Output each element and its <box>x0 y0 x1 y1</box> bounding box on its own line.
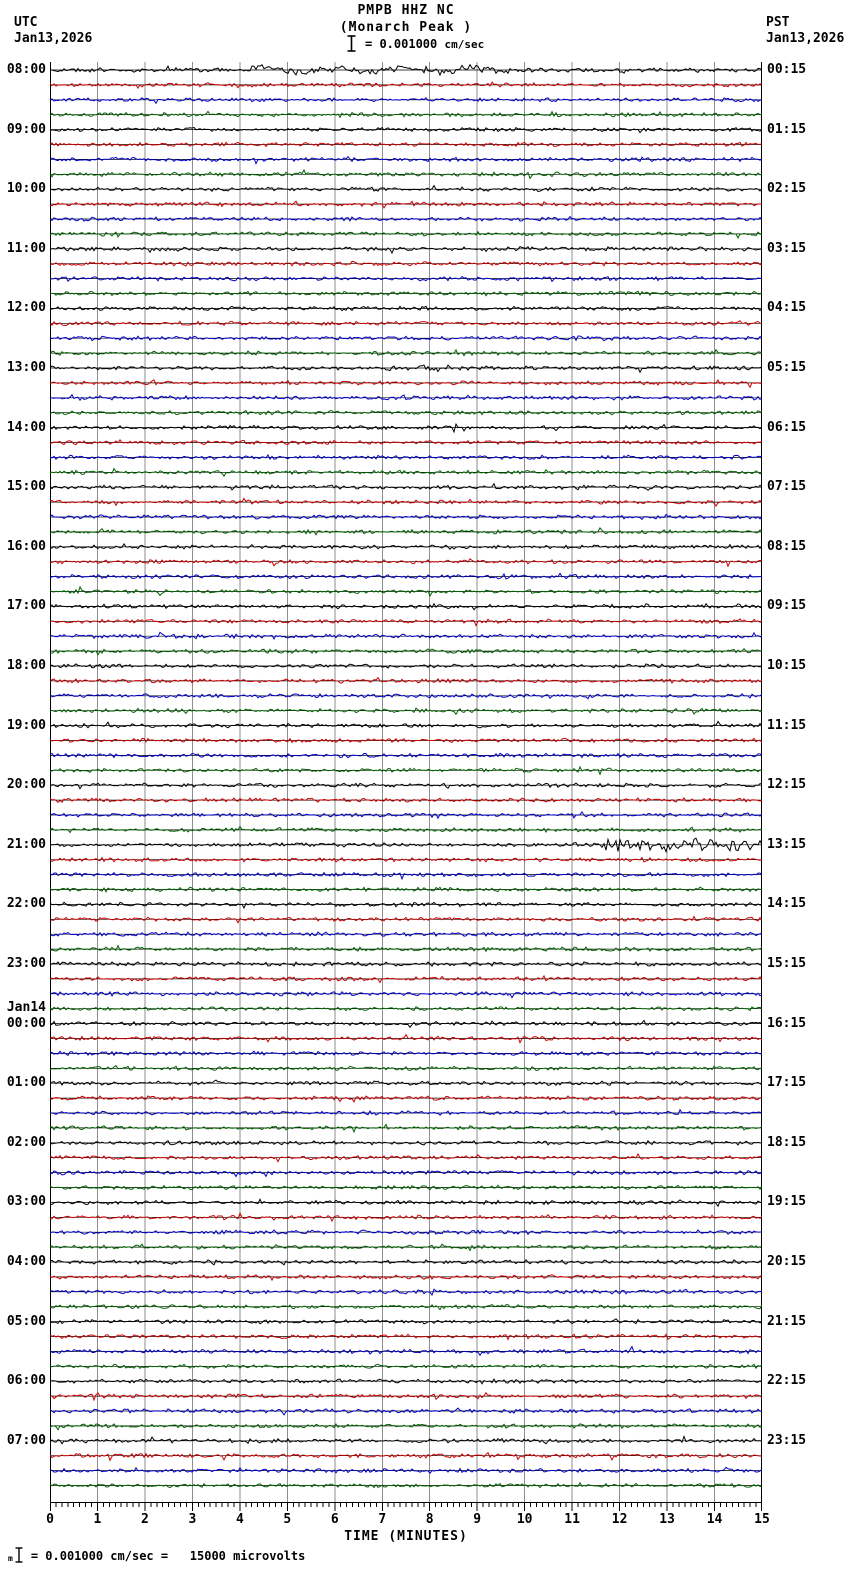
seismogram-trace <box>50 232 762 238</box>
seismogram-trace <box>50 98 762 104</box>
seismogram-trace <box>50 1110 762 1115</box>
utc-hour-label: 05:00 <box>6 1313 46 1329</box>
pst-hour-label: 08:15 <box>767 538 807 554</box>
pst-hour-label: 05:15 <box>767 360 807 375</box>
pst-hour-label: 15:15 <box>767 956 807 971</box>
x-tick-label: 0 <box>46 1512 54 1527</box>
pst-hour-label: 11:15 <box>767 717 807 733</box>
pst-hour-label: 21:15 <box>767 1313 807 1329</box>
utc-hour-label: 03:00 <box>6 1194 46 1210</box>
seismogram-trace <box>50 469 762 477</box>
utc-timezone-label: UTC <box>14 15 38 30</box>
seismogram-trace <box>50 826 762 832</box>
utc-hour-label: 17:00 <box>6 598 46 614</box>
scale-unit: cm/sec <box>444 37 485 51</box>
pst-hour-label: 20:15 <box>767 1254 807 1269</box>
x-tick-label: 4 <box>235 1512 244 1527</box>
seismogram-trace <box>50 247 762 253</box>
pst-hour-label: 22:15 <box>767 1373 807 1389</box>
seismogram-trace <box>50 1080 762 1085</box>
pst-hour-label: 16:15 <box>767 1015 807 1031</box>
utc-hour-label: 01:00 <box>6 1075 46 1091</box>
utc-hour-label: 02:00 <box>6 1134 46 1150</box>
pst-hour-label: 06:15 <box>767 419 807 435</box>
utc-hour-label: 21:00 <box>6 836 46 852</box>
seismogram-trace <box>50 678 762 683</box>
utc-hour-label: 22:00 <box>6 896 46 912</box>
pst-hour-label: 00:15 <box>767 62 807 77</box>
seismogram-trace <box>50 201 762 208</box>
seismogram-trace <box>50 708 762 714</box>
footnote-mark: m <box>8 1554 13 1563</box>
seismogram-trace <box>50 1347 762 1356</box>
seismogram-trace <box>50 1334 762 1339</box>
x-tick-label: 13 <box>659 1512 675 1527</box>
utc-hour-label: 20:00 <box>6 777 46 793</box>
footer-ibeam-icon <box>15 1547 23 1563</box>
seismogram-trace <box>50 380 762 387</box>
x-tick-label: 15 <box>754 1512 770 1527</box>
seismogram-trace <box>50 528 762 535</box>
x-tick-label: 5 <box>283 1512 292 1527</box>
pst-hour-label: 14:15 <box>767 896 807 912</box>
utc-date-label: Jan13,2026 <box>14 31 93 46</box>
pst-hour-label: 02:15 <box>767 181 807 197</box>
seismogram-trace <box>50 1051 762 1055</box>
seismogram-trace <box>50 127 762 132</box>
seismogram-trace <box>50 186 762 192</box>
pst-hour-label: 23:15 <box>767 1432 807 1448</box>
amplitude-scale-row <box>347 35 484 52</box>
sensitivity-footnote <box>8 1547 305 1563</box>
x-tick-label: 7 <box>378 1512 387 1527</box>
seismogram-trace <box>50 783 762 789</box>
utc-hour-label: 11:00 <box>6 240 46 256</box>
scale-value: = 0.001000 cm/sec <box>365 36 485 51</box>
pst-hour-label: 10:15 <box>767 658 807 673</box>
pst-hour-label: 07:15 <box>767 479 807 495</box>
seismogram-trace <box>50 721 762 727</box>
seismogram-trace <box>50 694 762 699</box>
seismogram-trace <box>50 1007 762 1011</box>
seismogram-trace <box>50 1305 762 1310</box>
pst-hour-label: 03:15 <box>767 240 807 256</box>
seismogram-trace <box>50 111 762 117</box>
station-title: PMPB HHZ NC <box>357 3 455 18</box>
seismogram-trace <box>50 1436 762 1443</box>
seismogram-trace <box>50 992 762 998</box>
x-tick-label: 6 <box>330 1512 339 1527</box>
station-subtitle: (Monarch Peak ) <box>339 20 473 35</box>
footnote-text: = 0.001000 cm/sec = 15000 microvolts <box>30 1549 306 1563</box>
scale-ibeam-icon <box>347 35 356 52</box>
utc-hour-label: 15:00 <box>6 479 46 495</box>
pst-hour-label: 18:15 <box>767 1134 807 1150</box>
pst-hour-label: 04:15 <box>767 300 807 316</box>
utc-hour-label: 18:00 <box>6 658 46 673</box>
x-tick-label: 11 <box>564 1512 580 1527</box>
seismogram-trace <box>50 619 762 626</box>
x-tick-label: 2 <box>141 1512 149 1527</box>
seismogram-trace <box>50 632 762 639</box>
seismogram-trace <box>50 1199 762 1206</box>
seismogram-trace <box>50 1424 762 1430</box>
seismogram-trace <box>50 424 762 432</box>
x-tick-label: 12 <box>611 1512 628 1527</box>
seismogram-trace <box>50 1453 762 1461</box>
pst-timezone-label: PST <box>766 15 790 30</box>
pst-date-label: Jan13,2026 <box>766 31 845 46</box>
seismogram-trace <box>50 217 762 222</box>
utc-hour-label: 09:00 <box>6 121 46 137</box>
pst-hour-label: 13:15 <box>767 836 807 852</box>
pst-hour-label: 17:15 <box>767 1075 807 1091</box>
utc-rollover-date-label: Jan14 <box>6 1000 46 1016</box>
utc-hour-label: 04:00 <box>6 1254 46 1269</box>
seismogram-trace <box>50 157 762 164</box>
seismogram-trace <box>50 1096 762 1102</box>
x-tick-label: 3 <box>188 1512 197 1527</box>
seismogram-trace <box>50 365 762 372</box>
title-block <box>50 3 762 35</box>
seismogram-trace <box>50 1125 762 1132</box>
seismogram-trace <box>50 498 762 505</box>
x-tick-label: 8 <box>425 1512 434 1527</box>
seismogram-trace <box>50 1275 762 1280</box>
seismogram-trace <box>50 873 762 879</box>
seismogram-trace <box>50 1408 762 1415</box>
seismogram-trace <box>50 1393 762 1400</box>
seismogram-trace <box>50 1467 762 1473</box>
utc-hour-label: 10:00 <box>6 181 46 197</box>
pst-hour-label: 09:15 <box>767 598 807 614</box>
utc-hour-label: 19:00 <box>6 717 46 733</box>
x-axis-title: TIME (MINUTES) <box>344 1529 468 1544</box>
utc-hour-label: 08:00 <box>6 62 46 77</box>
x-tick-label: 10 <box>516 1512 533 1527</box>
utc-hour-label: 06:00 <box>6 1373 46 1389</box>
seismogram-trace <box>50 902 762 908</box>
seismogram-trace <box>50 1154 762 1162</box>
seismogram-trace <box>50 573 762 579</box>
pst-hour-label: 01:15 <box>767 121 807 137</box>
x-tick-label: 1 <box>93 1512 102 1527</box>
utc-hour-label: 23:00 <box>6 956 46 971</box>
seismogram-trace <box>50 559 762 566</box>
pst-hour-label: 19:15 <box>767 1194 807 1210</box>
utc-hour-label: 12:00 <box>6 300 46 316</box>
x-tick-label: 14 <box>706 1512 723 1527</box>
utc-hour-label: 13:00 <box>6 360 46 375</box>
seismogram-trace <box>50 946 762 952</box>
utc-hour-label: 14:00 <box>6 419 46 435</box>
seismogram-trace <box>50 350 762 356</box>
utc-hour-label: 16:00 <box>6 538 46 554</box>
seismogram-trace <box>50 649 762 655</box>
x-tick-label: 9 <box>473 1512 482 1527</box>
seismogram-trace <box>50 455 762 460</box>
seismogram-plot <box>50 62 762 1502</box>
utc-hour-label: 00:00 <box>6 1015 46 1031</box>
utc-hour-label: 07:00 <box>6 1432 46 1448</box>
seismogram-trace <box>50 1170 762 1176</box>
seismogram-trace <box>50 277 762 282</box>
pst-hour-label: 12:15 <box>767 777 807 793</box>
